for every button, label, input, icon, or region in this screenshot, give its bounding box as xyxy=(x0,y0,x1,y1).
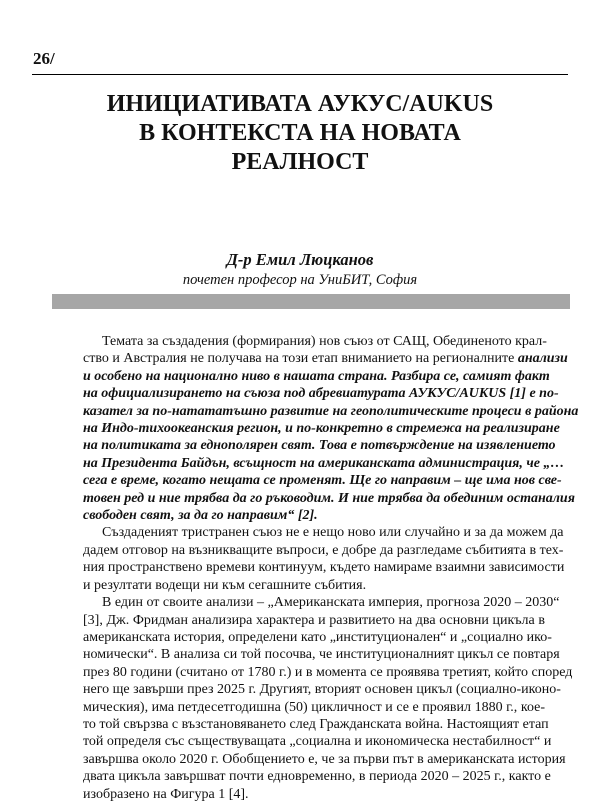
text-line: номически“. В анализа си той посочва, че институционалният цикъл се повтаря xyxy=(83,647,560,663)
text-run: ство и Австралия не получава на този етап вниманието на регионалните xyxy=(83,351,518,367)
text-line: свободен свят, за да го направим“ [2]. xyxy=(83,508,318,524)
text-line: на Индо-тихоокеанския регион, и по-конкретно в стремежа на реализиране xyxy=(83,421,560,437)
text-line: товен ред и ние трябва да го ръководим. И ние трябва да обединим останалия xyxy=(83,490,575,506)
page-number: 26/ xyxy=(33,49,55,68)
text-line: на Президента Байдън, всъщност на американската администрация, че „… xyxy=(83,455,565,471)
article-body xyxy=(83,333,579,803)
text-line: на официализирането на съюза под абревиатурата АУКУС/AUKUS [1] е по- xyxy=(83,386,559,402)
header-rule xyxy=(32,74,568,75)
title-line: ИНИЦИАТИВАТА АУКУС/AUKUS xyxy=(106,91,494,117)
text-line: [3], Дж. Фридман анализира характера и развитието на два основни цикъла в xyxy=(83,612,545,628)
emphasis-run: анализи xyxy=(517,351,568,367)
text-line: то той свързва с възстановяването след Гражданската война. Настоящият етап xyxy=(83,716,549,732)
text-line: той определя със съществуващата „социална и икономическа нестабилност“ и xyxy=(83,734,552,750)
text-line: казател за по-натататъшно развитие на геополитическите процеси в района xyxy=(83,403,579,419)
text-line: изобразено на Фигура 1 [4]. xyxy=(83,786,249,802)
text-line: на политиката за еднополярен свят. Това е потвърждение на изявлението xyxy=(83,438,556,454)
text-line: сега е време, когато нещата се променят. Ще го направим – ще има нов све- xyxy=(83,473,562,489)
text-line: ния пространствено времеви континуум, където намираме взаимни зависимости xyxy=(83,560,565,576)
title-line: РЕАЛНОСТ xyxy=(231,149,369,175)
text-line: и резултати водещи ни към сегашните събития. xyxy=(83,577,367,593)
text-line xyxy=(83,350,568,367)
article-title xyxy=(40,90,560,177)
text-line: мическия), има петдесетгодишна (50) цикличност и се е проявил 1880 г., кое- xyxy=(83,699,545,715)
text-line: дадем отговор на възникващите въпроси, е добре да разгледаме събитията в тех- xyxy=(83,542,564,558)
text-line: него ще завърши през 2025 г. Другият, вторият основен цикъл (социално-иконо- xyxy=(83,682,561,698)
title-line: В КОНТЕКСТА НА НОВАТА xyxy=(139,120,461,146)
text-line: през 80 години (считано от 1780 г.) и в момента се проявява третият, който според xyxy=(83,664,573,680)
text-line: Темата за създадения (формирания) нов съюз от САЩ, Обединеното крал- xyxy=(102,334,547,349)
text-line: двата цикъла завършват почти едновременно, в периода 2020 – 2025 г., както е xyxy=(83,769,551,785)
text-line: и особено на национално ниво в нашата страна. Разбира се, самият факт xyxy=(83,368,550,384)
author-name: Д-р Емил Люцканов xyxy=(226,250,374,269)
text-line: Създаденият тристранен съюз не е нещо ново или случайно и за да можем да xyxy=(102,525,564,541)
text-line: завършва около 2020 г. Обобщението е, че за първи път в американската история xyxy=(83,751,566,767)
text-line: американската история, определени като „институционален“ и „социално ико- xyxy=(83,629,552,645)
text-line: В един от своите анализи – „Американската империя, прогноза 2020 – 2030“ xyxy=(102,595,560,611)
separator-bar xyxy=(52,294,570,309)
author-affiliation: почетен професор на УниБИТ, София xyxy=(182,272,418,288)
